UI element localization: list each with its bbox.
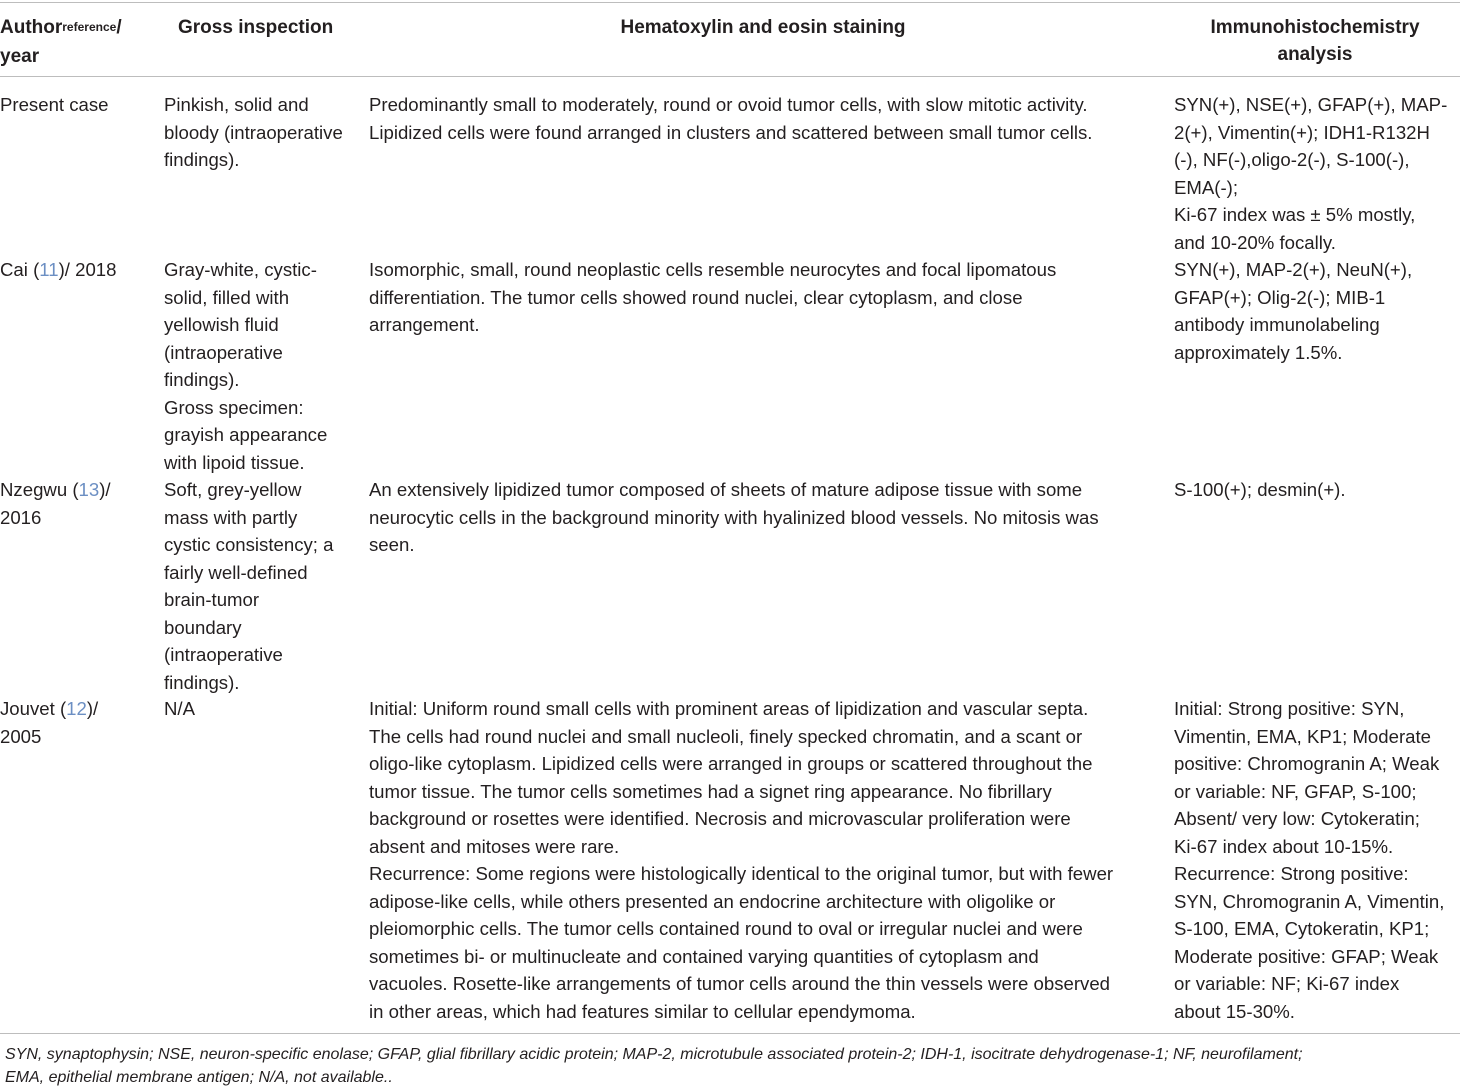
table-header-rule <box>0 76 1460 77</box>
row4-author-year: )/ 2005 <box>0 698 99 747</box>
footnote-line1: SYN, synaptophysin; NSE, neuron-specific enolase; GFAP, glial fibrillary acidic protein; MAP-2, microtubule associated protein-2; IDH-1, isocitrate dehydrogenase-1; NF, neurofilament; <box>5 1046 1303 1063</box>
row2-reference-link[interactable]: 11 <box>39 259 59 280</box>
header-ihc <box>1174 14 1456 68</box>
row2-author-year: )/ 2018 <box>58 259 117 280</box>
row1-author-text: Present case <box>0 94 109 115</box>
row4-author <box>0 695 150 750</box>
row4-reference-link[interactable]: 12 <box>66 698 87 719</box>
header-year: year <box>0 46 40 67</box>
table-footnote <box>5 1043 1460 1089</box>
header-author-year <box>0 14 150 70</box>
row3-author-year: )/ 2016 <box>0 479 111 528</box>
row3-gross: Soft, grey-yellow mass with partly cystic consistency; a fairly well-defined brain-tumor boundary (intraoperative findings). <box>164 479 334 693</box>
row3-author-text: Nzegwu ( <box>0 479 79 500</box>
table-bottom-rule <box>0 1033 1460 1034</box>
row4-he: Initial: Uniform round small cells with prominent areas of lipidization and vascular septa. The cells had round nuclei and small nucleoli, finely specked chromatin, and a scant or oligo-like cytoplasm. Lipidized cells were arranged in groups or scattered throughout the tumor tissue. The tumor cells sometimes had a signet ring appearance. No fibrillary background or rosettes were identified. Necrosis and microvascular proliferation were absent and mitoses were rare. Recurrence: Some regions were histologically identical to the original tumor, but with fewer adipose-like cells, while others presented an endocrine architecture with oligolike or pleiomorphic cells. The tumor cells contained round to oval or irregular nuclei and were sometimes bi- or multinucleate and contained varying quantities of cytoplasm and vacuoles. Rosette-like arrangements of tumor cells around the thin vessels were observed in other areas, which had features similar to cellular ependymoma. <box>369 698 1114 1022</box>
row3-reference-link[interactable]: 13 <box>78 479 100 500</box>
row3-he: An extensively lipidized tumor composed of sheets of mature adipose tissue with some neurocytic cells in the background minority with hyalinized blood vessels. No mitosis was seen. <box>369 479 1099 555</box>
header-gross-inspection: Gross inspection <box>178 17 334 38</box>
header-ihc-line2: analysis <box>1277 44 1353 65</box>
row1-gross: Pinkish, solid and bloody (intraoperative findings). <box>164 94 343 170</box>
header-author-slash: / <box>116 17 122 38</box>
row2-ihc: SYN(+), MAP-2(+), NeuN(+), GFAP(+); Olig-2(-); MIB-1 antibody immunolabeling approximately 1.5%. <box>1174 259 1413 363</box>
footnote-line2: EMA, epithelial membrane antigen; N/A, not available.. <box>5 1069 393 1086</box>
row4-gross: N/A <box>164 698 195 719</box>
row1-ihc: SYN(+), NSE(+), GFAP(+), MAP- 2(+), Vimentin(+); IDH1-R132H (-), NF(-),oligo-2(-), S-100(-), EMA(-); Ki-67 index was ± 5% mostly, and 10-20% focally. <box>1174 94 1448 253</box>
table-top-rule <box>0 2 1460 3</box>
row4-author-text: Jouvet ( <box>0 698 67 719</box>
header-ihc-line1: Immunohistochemistry <box>1210 17 1420 38</box>
row4-ihc: Initial: Strong positive: SYN, Vimentin, EMA, KP1; Moderate positive: Chromogranin A; Weak or variable: NF, GFAP, S-100; Absent/ very low: Cytokeratin; Ki-67 index about 10-15%. Recurrence: Strong positive: SYN, Chromogranin A, Vimentin, S-100, EMA, Cytokeratin, KP1; Moderate positive: GFAP; Weak or variable: NF; Ki-67 index about 15-30%. <box>1174 698 1445 1022</box>
row2-author <box>0 256 150 284</box>
row3-ihc: S-100(+); desmin(+). <box>1174 479 1346 500</box>
row1-he: Predominantly small to moderately, round or ovoid tumor cells, with slow mitotic activity. Lipidized cells were found arranged in clusters and scattered between small tumor cells. <box>369 94 1093 143</box>
row1-author <box>0 91 150 119</box>
row2-author-text: Cai ( <box>0 259 40 280</box>
row2-he: Isomorphic, small, round neoplastic cells resemble neurocytes and focal lipomatous differentiation. The tumor cells showed round nuclei, clear cytoplasm, and close arrangement. <box>369 259 1057 335</box>
header-author: Author <box>0 17 63 38</box>
header-author-superscript: reference <box>62 20 117 34</box>
header-he-staining: Hematoxylin and eosin staining <box>620 17 906 38</box>
row3-author <box>0 476 150 531</box>
row2-gross: Gray-white, cystic- solid, filled with yellowish fluid (intraoperative findings). Gross specimen: grayish appearance with lipoid tissue. <box>164 259 328 473</box>
